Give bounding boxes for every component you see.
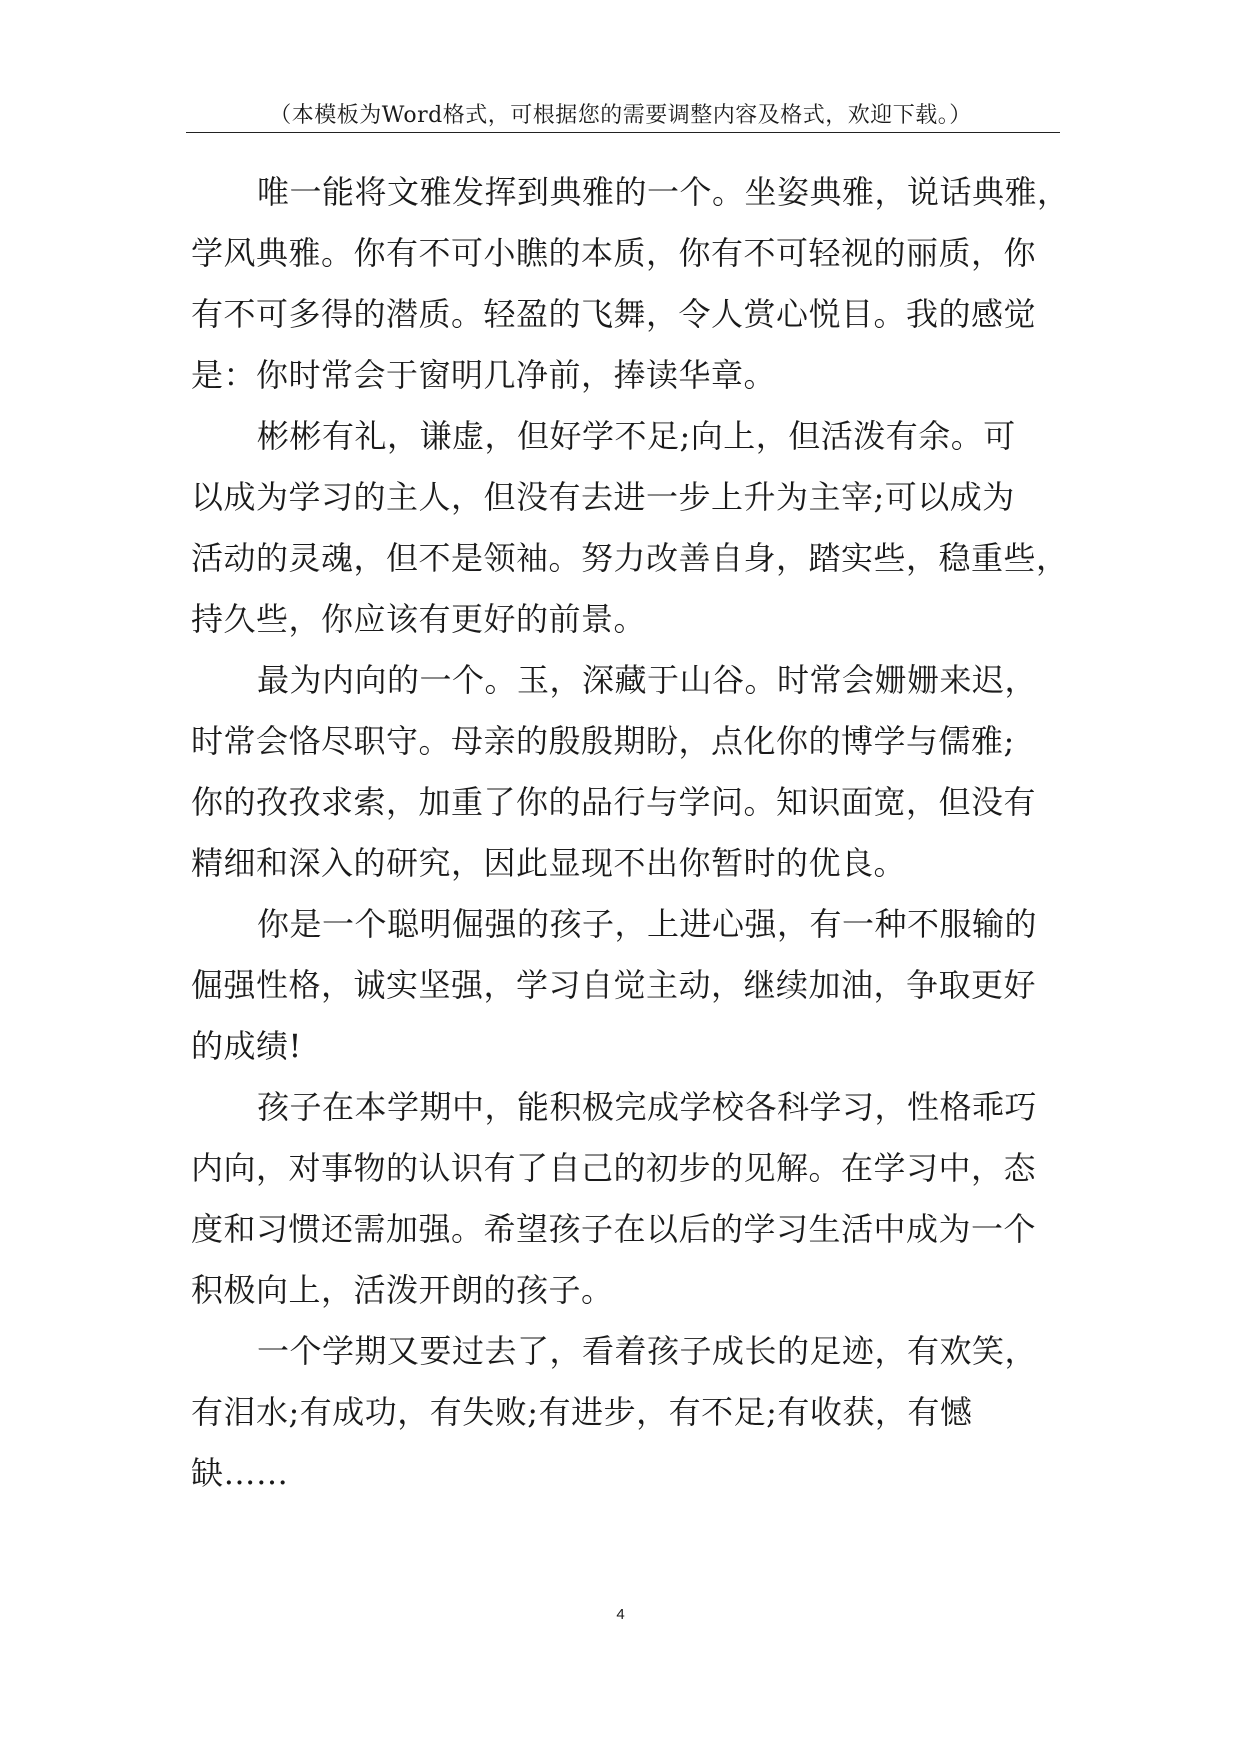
header-divider: [186, 132, 1060, 133]
text-line: 的成绩!: [191, 1027, 302, 1065]
text-line: 彬彬有礼，谦虚，但好学不足;向上，但活泼有余。可: [257, 417, 1016, 455]
text-line: 活动的灵魂，但不是领袖。努力改善自身，踏实些，稳重些，: [191, 539, 1069, 577]
text-line: 你的孜孜求索，加重了你的品行与学问。知识面宽，但没有: [191, 783, 1037, 821]
page-number: 4: [616, 1606, 625, 1623]
text-line: 时常会恪尽职守。母亲的殷殷期盼，点化你的博学与儒雅;: [191, 722, 1015, 760]
text-line: 学风典雅。你有不可小瞧的本质，你有不可轻视的丽质，你: [191, 234, 1037, 272]
text-line: 你是一个聪明倔强的孩子，上进心强，有一种不服输的: [257, 905, 1038, 943]
text-line: 孩子在本学期中，能积极完成学校各科学习，性格乖巧: [257, 1088, 1038, 1126]
text-line: 唯一能将文雅发挥到典雅的一个。坐姿典雅，说话典雅，: [257, 173, 1070, 211]
paragraph: [191, 650, 1059, 894]
text-line: 度和习惯还需加强。希望孩子在以后的学习生活中成为一个: [191, 1210, 1037, 1248]
paragraph: [191, 162, 1070, 406]
text-line: 倔强性格，诚实坚强，学习自觉主动，继续加油，争取更好: [191, 966, 1037, 1004]
paragraph: [191, 1321, 1059, 1504]
text-line: 有泪水;有成功，有失败;有进步，有不足;有收获，有憾: [191, 1393, 973, 1431]
text-line: 积极向上，活泼开朗的孩子。: [191, 1271, 614, 1309]
text-line: 最为内向的一个。玉，深藏于山谷。时常会姗姗来迟，: [257, 661, 1038, 699]
text-line: 内向，对事物的认识有了自己的初步的见解。在学习中，态: [191, 1149, 1037, 1187]
body-text: [191, 162, 1070, 1504]
text-line: 持久些，你应该有更好的前景。: [191, 600, 647, 638]
text-line: 缺……: [191, 1454, 289, 1492]
paragraph: [191, 894, 1059, 1077]
text-line: 有不可多得的潜质。轻盈的飞舞，令人赏心悦目。我的感觉: [191, 295, 1037, 333]
header-note: （本模板为Word格式，可根据您的需要调整内容及格式，欢迎下载。）: [269, 103, 972, 128]
text-line: 一个学期又要过去了，看着孩子成长的足迹，有欢笑，: [257, 1332, 1038, 1370]
text-line: 精细和深入的研究，因此显现不出你暂时的优良。: [191, 844, 907, 882]
paragraph: [191, 406, 1069, 650]
text-line: 以成为学习的主人，但没有去进一步上升为主宰;可以成为: [191, 478, 1015, 516]
paragraph: [191, 1077, 1059, 1321]
text-line: 是：你时常会于窗明几净前，捧读华章。: [191, 356, 777, 394]
